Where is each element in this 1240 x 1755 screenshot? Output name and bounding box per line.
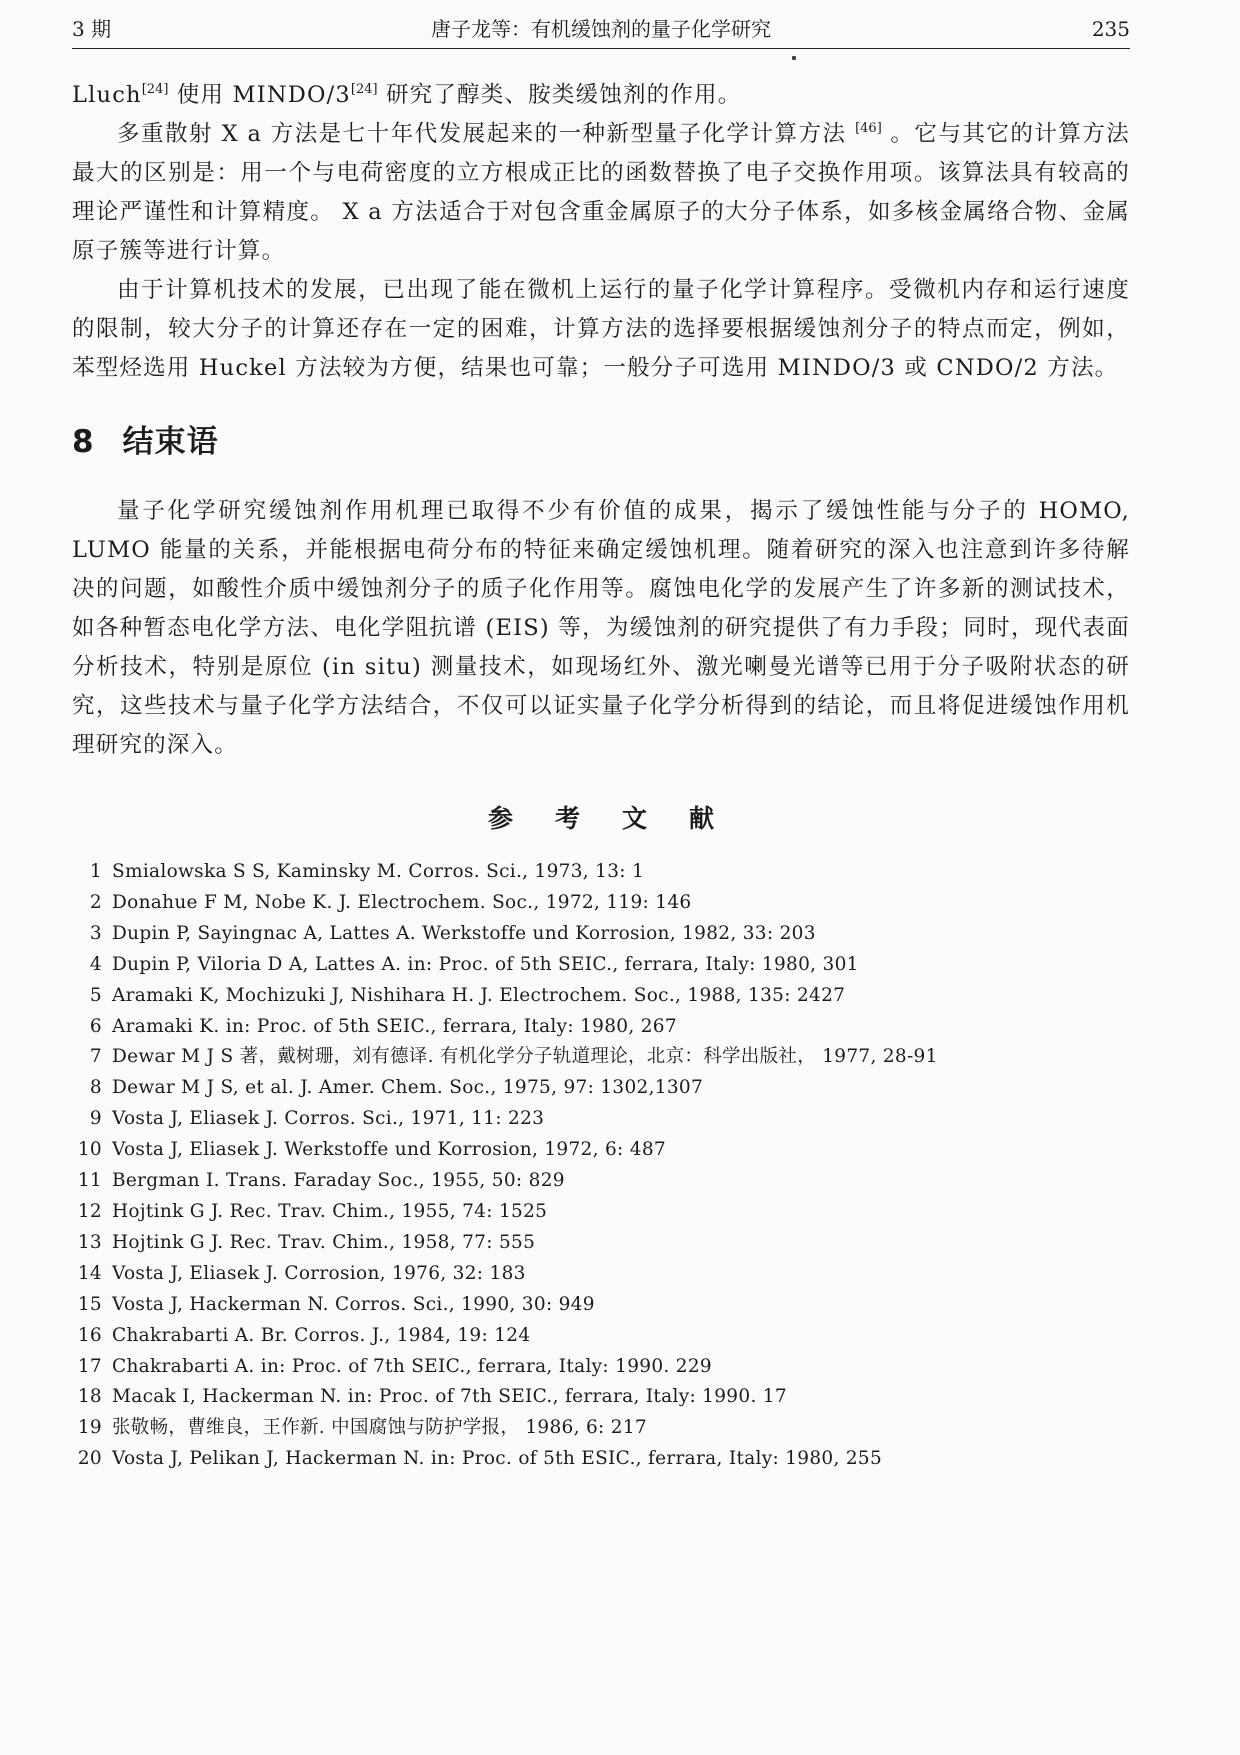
references-heading: 参考文献 xyxy=(487,804,756,833)
reference-number: 11 xyxy=(77,1170,102,1192)
reference-text: Vosta J, Eliasek J. Corrosion, 1976, 32: 183 xyxy=(112,1262,526,1284)
reference-number: 14 xyxy=(77,1262,102,1284)
paragraph-conclusion: 量子化学研究缓蚀剂作用机理已取得不少有价值的成果，揭示了缓蚀性能与分子的 HOMO, LUMO 能量的关系，并能根据电荷分布的特征来确定缓蚀机理。随着研究的深入也注意到许多待解决的问题，如酸性介质中缓蚀剂分子的质子化作用等。腐蚀电化学的发展产生了许多新的测试技术，如各种暂态电化学方法、电化学阻抗谱 (EIS) 等，为缓蚀剂的研究提供了有力手段；同时，现代表面分析技术，特别是原位 (in situ) 测量技术，如现场红外、激光喇曼光谱等已用于分子吸附状态的研究，这些技术与量子化学方法结合，不仅可以证实量子化学分析得到的结论，而且将促进缓蚀作用机理研究的深入。 xyxy=(72,498,1130,758)
section-title: 结束语 xyxy=(122,424,219,460)
reference-item xyxy=(72,950,1130,981)
paragraph-xa-method: 多重散射 X a 方法是七十年代发展起来的一种新型量子化学计算方法 [46] 。它与其它的计算方法最大的区别是：用一个与电荷密度的立方根成正比的函数替换了电子交换作用项。该算法具有较高的理论严谨性和计算精度。 X a 方法适合于对包含重金属原子的大分子体系，如多核金属络合物、金属原子簇等进行计算。 xyxy=(72,121,1131,264)
reference-number: 5 xyxy=(89,984,102,1006)
paragraph-lluch: Lluch[24] 使用 MINDO/3[24] 研究了醇类、胺类缓蚀剂的作用。 xyxy=(72,82,742,108)
reference-number: 16 xyxy=(77,1324,102,1346)
running-header xyxy=(72,10,1130,49)
reference-item xyxy=(72,1352,1130,1383)
reference-number: 7 xyxy=(89,1046,102,1068)
reference-number: 8 xyxy=(89,1077,102,1099)
reference-text: Macak I, Hackerman N. in: Proc. of 7th SEIC., ferrara, Italy: 1990. 17 xyxy=(112,1386,787,1408)
reference-number: 12 xyxy=(77,1200,102,1222)
reference-text: Dewar M J S, et al. J. Amer. Chem. Soc., 1975, 97: 1302,1307 xyxy=(112,1077,704,1099)
reference-item xyxy=(72,919,1130,950)
reference-number: 10 xyxy=(77,1139,102,1161)
reference-number: 9 xyxy=(89,1108,102,1130)
reference-number: 1 xyxy=(89,861,102,882)
reference-text: Hojtink G J. Rec. Trav. Chim., 1955, 74: 1525 xyxy=(112,1200,548,1222)
reference-item xyxy=(72,1382,1130,1413)
page-body xyxy=(72,64,1130,1475)
reference-number: 6 xyxy=(89,1015,102,1037)
reference-list xyxy=(72,857,1130,1475)
section-number: 8 xyxy=(72,424,95,460)
page-number: 235 xyxy=(1091,17,1130,41)
reference-item xyxy=(72,1290,1130,1321)
reference-item xyxy=(72,1042,1130,1073)
reference-item xyxy=(72,981,1130,1012)
reference-text: Donahue F M, Nobe K. J. Electrochem. Soc., 1972, 119: 146 xyxy=(112,891,692,913)
reference-item xyxy=(72,1166,1130,1197)
running-title: 唐子龙等：有机缓蚀剂的量子化学研究 xyxy=(431,17,771,41)
reference-text: Hojtink G J. Rec. Trav. Chim., 1958, 77: 555 xyxy=(112,1231,536,1253)
reference-number: 18 xyxy=(77,1386,102,1408)
reference-text: 张敬畅，曹维良，王作新. 中国腐蚀与防护学报， 1986, 6: 217 xyxy=(112,1417,647,1439)
reference-text: Aramaki K, Mochizuki J, Nishihara H. J. Electrochem. Soc., 1988, 135: 2427 xyxy=(112,984,846,1006)
reference-number: 19 xyxy=(77,1417,102,1439)
citation-46: [46] xyxy=(855,121,882,136)
reference-item xyxy=(72,1413,1130,1444)
reference-item xyxy=(72,1104,1130,1135)
reference-text: Vosta J, Eliasek J. Corros. Sci., 1971, 11: 223 xyxy=(112,1108,545,1130)
reference-text: Bergman I. Trans. Faraday Soc., 1955, 50: 829 xyxy=(112,1170,565,1192)
reference-number: 4 xyxy=(89,953,102,975)
reference-item xyxy=(72,1444,1130,1475)
scan-speck xyxy=(792,56,796,60)
reference-item xyxy=(72,1228,1130,1259)
reference-text: Aramaki K. in: Proc. of 5th SEIC., ferrara, Italy: 1980, 267 xyxy=(112,1015,677,1037)
reference-text: Vosta J, Eliasek J. Werkstoffe und Korrosion, 1972, 6: 487 xyxy=(112,1139,666,1161)
reference-number: 15 xyxy=(77,1293,102,1315)
reference-item xyxy=(72,1012,1130,1043)
reference-number: 20 xyxy=(77,1448,102,1470)
reference-number: 17 xyxy=(77,1355,102,1377)
reference-text: Dupin P, Sayingnac A, Lattes A. Werkstoffe und Korrosion, 1982, 33: 203 xyxy=(112,922,816,944)
reference-number: 13 xyxy=(77,1231,102,1253)
reference-item xyxy=(72,888,1130,919)
reference-item xyxy=(72,1259,1130,1290)
reference-text: Dupin P, Viloria D A, Lattes A. in: Proc. of 5th SEIC., ferrara, Italy: 1980, 301 xyxy=(112,953,859,975)
reference-text: Chakrabarti A. Br. Corros. J., 1984, 19: 124 xyxy=(112,1324,531,1346)
citation-24: [24] xyxy=(141,82,169,97)
issue-label: 3 期 xyxy=(72,17,112,41)
citation-24b: [24] xyxy=(350,82,378,97)
paragraph-computer: 由于计算机技术的发展，已出现了能在微机上运行的量子化学计算程序。受微机内存和运行速度的限制，较大分子的计算还存在一定的困难，计算方法的选择要根据缓蚀剂分子的特点而定，例如，苯型烃选用 Huckel 方法较为方便，结果也可靠；一般分子可选用 MINDO/3 或 CNDO/2 方法。 xyxy=(72,277,1130,381)
reference-number: 3 xyxy=(89,922,102,944)
reference-number: 2 xyxy=(89,891,102,913)
reference-text: Vosta J, Hackerman N. Corros. Sci., 1990, 30: 949 xyxy=(112,1293,595,1315)
reference-text: Dewar M J S 著，戴树珊，刘有德译. 有机化学分子轨道理论，北京：科学出版社， 1977, 28-91 xyxy=(112,1046,938,1068)
reference-text: Chakrabarti A. in: Proc. of 7th SEIC., ferrara, Italy: 1990. 229 xyxy=(112,1355,712,1377)
reference-item xyxy=(72,1321,1130,1352)
reference-item xyxy=(72,1197,1130,1228)
reference-text: Vosta J, Pelikan J, Hackerman N. in: Proc. of 5th ESIC., ferrara, Italy: 1980, 255 xyxy=(112,1448,883,1470)
reference-item xyxy=(72,1135,1130,1166)
reference-text: Smialowska S S, Kaminsky M. Corros. Sci., 1973, 13: 1 xyxy=(112,861,645,882)
section-heading xyxy=(72,418,1130,466)
reference-item xyxy=(72,857,1130,888)
reference-item xyxy=(72,1073,1130,1104)
